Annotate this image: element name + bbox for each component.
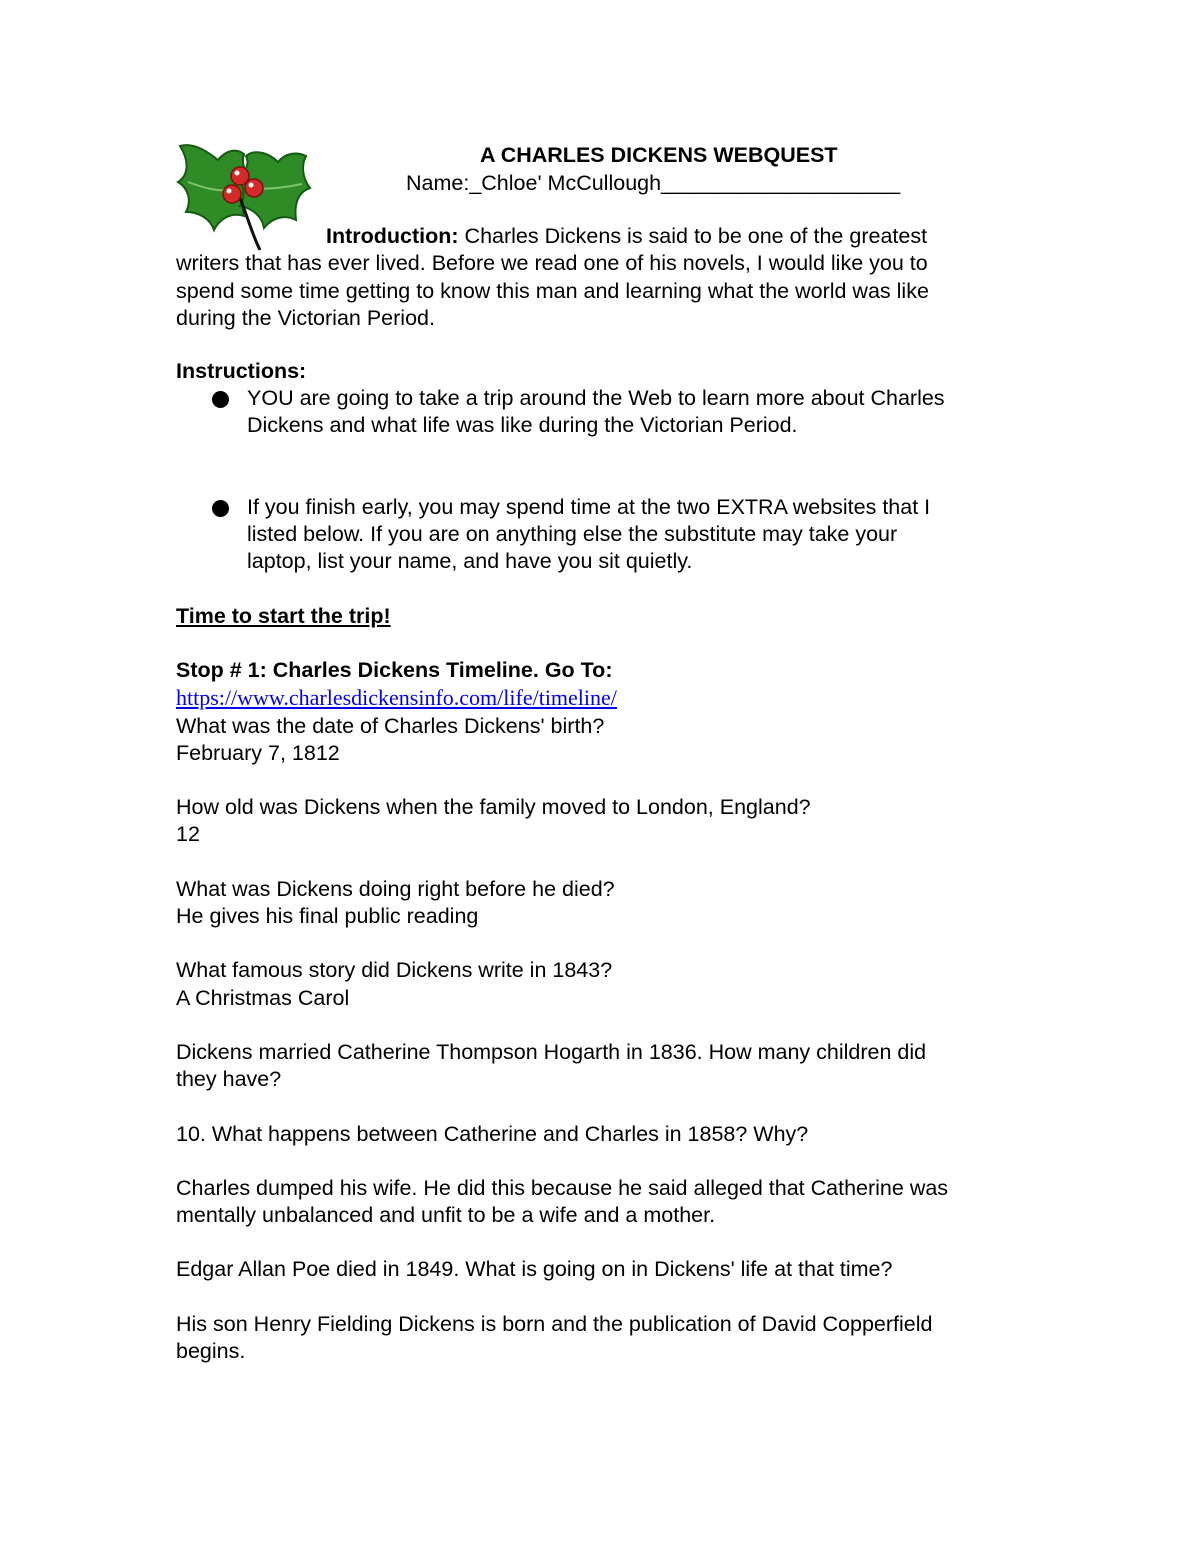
answer-6-line-1: Charles dumped his wife. He did this because he said alleged that Catherine was — [176, 1175, 949, 1200]
introduction-line-4: during the Victorian Period. — [176, 305, 435, 330]
question-6: 10. What happens between Catherine and Charles in 1858? Why? — [176, 1121, 809, 1146]
stop-1-heading: Stop # 1: Charles Dickens Timeline. Go To: — [176, 658, 613, 682]
answer-1: February 7, 1812 — [176, 740, 340, 765]
list-item: YOU are going to take a trip around the Web to learn more about Charles Dickens and what life was like during the Victorian Period. — [211, 385, 1041, 440]
trip-heading: Time to start the trip! — [176, 604, 391, 628]
question-2: How old was Dickens when the family moved to London, England? — [176, 795, 811, 820]
question-4: What famous story did Dickens write in 1843? — [176, 958, 613, 983]
instructions-heading: Instructions: — [176, 359, 307, 383]
answer-4: A Christmas Carol — [176, 985, 350, 1010]
introduction-section — [176, 223, 1036, 332]
introduction-line-1: Charles Dickens is said to be one of the greatest — [464, 224, 928, 248]
timeline-link[interactable]: https://www.charlesdickensinfo.com/life/timeline/ — [176, 685, 617, 711]
answer-7-line-2: begins. — [176, 1339, 246, 1364]
introduction-label: Introduction: — [326, 224, 459, 248]
bullet-icon — [212, 391, 229, 408]
question-5-line-2: they have? — [176, 1067, 282, 1092]
question-1: What was the date of Charles Dickens' birth? — [176, 713, 605, 738]
answer-2: 12 — [176, 822, 200, 847]
stop-1-section — [176, 657, 1036, 1365]
worksheet-title: A CHARLES DICKENS WEBQUEST — [480, 143, 838, 167]
question-5-line-1: Dickens married Catherine Thompson Hogarth in 1836. How many children did — [176, 1039, 927, 1064]
answer-7-line-1: His son Henry Fielding Dickens is born and the publication of David Copperfield — [176, 1311, 933, 1336]
bullet-icon — [212, 500, 229, 517]
question-3: What was Dickens doing right before he died? — [176, 876, 615, 901]
answer-3: He gives his final public reading — [176, 904, 479, 929]
question-7: Edgar Allan Poe died in 1849. What is going on in Dickens' life at that time? — [176, 1257, 893, 1282]
introduction-line-2: writers that has ever lived. Before we read one of his novels, I would like you to — [176, 251, 928, 276]
answer-6-line-2: mentally unbalanced and unfit to be a wife and a mother. — [176, 1203, 716, 1228]
list-item: If you finish early, you may spend time at the two EXTRA websites that I listed below. If you are on anything else the substitute may take your laptop, list your name, and have you sit quietly. — [211, 494, 1041, 576]
student-name-line: Name:_Chloe' McCullough____________________ — [406, 171, 901, 195]
instructions-list — [211, 385, 1041, 575]
introduction-line-3: spend some time getting to know this man and learning what the world was like — [176, 278, 929, 303]
